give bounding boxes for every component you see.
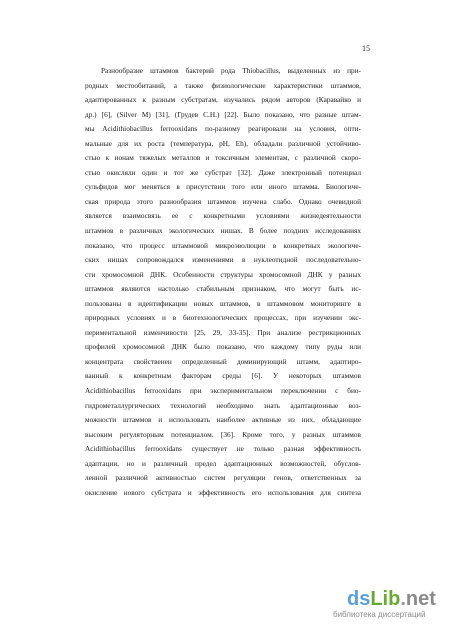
text-line: пользованы в идентификации новых штаммов, в штаммовом мониторинге в [85,298,361,308]
text-line: стью окисляли один и тот же субстрат [32]. Даже электронный потенциал [85,167,361,177]
text-line: высоким регуляторным потенциалом. [36]. Кроме того, у разных штаммов [85,429,361,439]
body-text [85,64,361,500]
text-line: сти хромосомной ДНК. Особенности структуры хромосомной ДНК у разных [85,269,361,279]
logo-net: net [405,588,436,610]
text-line: ленной различной активностью систем регуляции генов, ответственных за [85,473,361,483]
text-line: штаммов в различных экологических нишах. В более поздних исследованиях [85,226,361,236]
text-line: Acidithiobacillus ferrooxidans существует не только разная эффективность [85,444,361,454]
text-line: адаптированных к разным субстратам, изучались рядом авторов (Каравайко и [85,95,361,105]
text-line: Разнообразие штаммов бактерий рода Thiobacillus, выделенных из при- [101,66,361,75]
watermark-subtitle: библиотека диссертаций [333,610,426,619]
text-line: ская природа этого разнообразия штаммов изучена слабо. Однако очевидной [85,196,361,206]
text-line: показано, что процесс штаммовой микроэволюции в конкретных экологиче- [85,240,361,250]
text-line: профилей хромосомной ДНК было показано, что каждому типу руды или [85,342,361,352]
logo-lib: Lib [370,588,401,610]
text-line: является взаимосвязь ее с конкретными условиями жизнедеятельности [85,211,361,221]
text-line: можности штаммов и использовать наиболее активные из них, обладающие [85,415,361,425]
text-line: ванный к конкретным факторам среды [6]. У некоторых штаммов [85,371,361,381]
text-line: Acidithiobacillus ferrooxidans при экспериментальном переключении с био- [85,386,361,396]
text-line: штаммов являются настолько стабильным признаком, что могут быть ис- [85,284,361,294]
text-line: мальные для их роста (температура, pH, Eh), обладали различной устойчиво- [85,138,361,148]
dslib-logo [347,588,440,610]
text-line: периментальной изменчивости [25, 29, 33-35]. При анализе рестрикционных [85,327,361,337]
text-line: др.) [6], (Silver M) [31], (Грудев С.Н.) [22]. Было показано, что разные штам- [85,109,361,119]
logo-dot: . [400,588,406,610]
logo-ds: ds [347,588,371,610]
page-number: 15 [362,44,370,53]
text-line: ских нишах сопровождался изменениями в нуклеотидной последовательно- [85,255,361,265]
dslib-watermark[interactable] [335,588,440,628]
text-line: родных местообитаний, а также физиологические характеристики штаммов, [85,80,361,90]
text-line: гидрометаллургических технологий необходимо знать адаптационные воз- [85,400,361,410]
text-line: мы Acidithiobacillus ferrooxidans по-разному реагировали на условия, опти- [85,124,361,134]
text-line: окисление нового субстрата и эффективность его использования для синтеза [85,487,361,497]
text-line: стью к ионам тяжелых металлов и токсичным элементам, с различной скоро- [85,153,361,163]
text-line: природных условиях и в биотехнологических процессах, при изучении экс- [85,313,361,323]
text-line: адаптации, но и различный предел адаптационных возможностей, обуслов- [85,458,361,468]
text-line: сульфидов мог меняться в присутствии того или иного штамма. Биологиче- [85,182,361,192]
text-line: концентрата свойственен определенный доминирующий штамм, адаптиро- [85,356,361,366]
